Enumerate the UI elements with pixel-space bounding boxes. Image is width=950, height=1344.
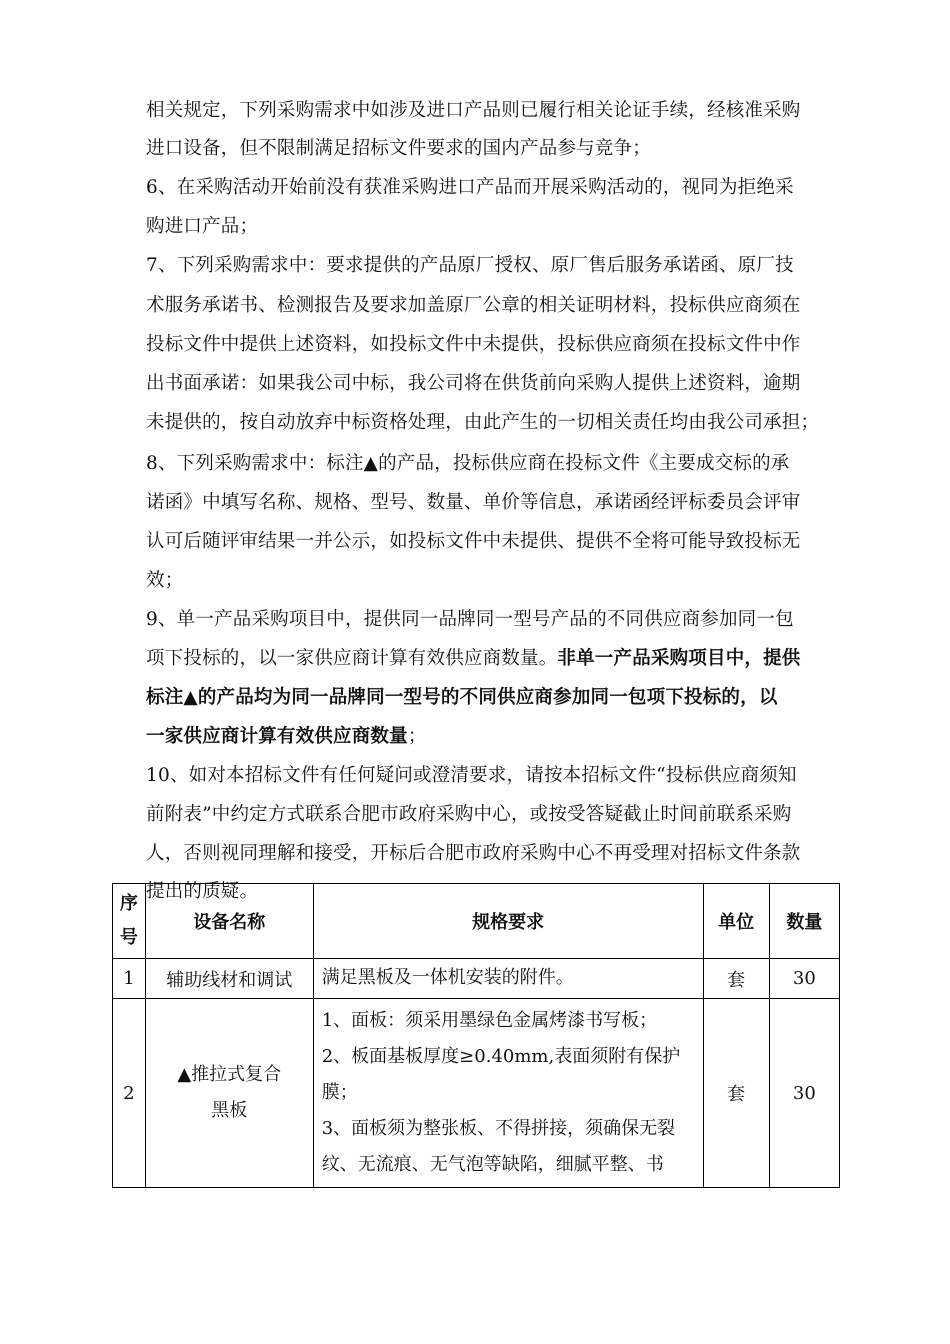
paragraph-line: 未提供的，按自动放弃中标资格处理，由此产生的一切相关责任均由我公司承担；: [146, 412, 820, 433]
paragraph-line: 认可后随评审结果一并公示，如投标文件中未提供、提供不全将可能导致投标无: [146, 531, 801, 552]
cell-quantity: 30: [769, 999, 839, 1188]
spec-line: 2、板面基板厚度≥0.40mm,表面须附有保护: [321, 1046, 681, 1067]
header-unit: 单位: [703, 884, 769, 959]
spec-line: 1、面板：须采用墨绿色金属烤漆书写板；: [321, 1010, 658, 1031]
header-device-name: 设备名称: [145, 884, 313, 959]
paragraph-line: 8、下列采购需求中：标注▲的产品，投标供应商在投标文件《主要成交标的承: [146, 453, 790, 474]
paragraph-line: 相关规定，下列采购需求中如涉及进口产品则已履行相关论证手续，经核准采购: [146, 100, 801, 121]
header-quantity: 数量: [769, 884, 839, 959]
paragraph-line: 10、如对本招标文件有任何疑问或澄清要求，请按本招标文件“投标供应商须知: [146, 765, 797, 786]
cell-spec: [313, 959, 703, 999]
cell-unit: 套: [703, 999, 769, 1188]
paragraph-line: 进口设备，但不限制满足招标文件要求的国内产品参与竞争；: [146, 138, 651, 159]
paragraph-line: 6、在采购活动开始前没有获准采购进口产品而开展采购活动的，视同为拒绝采: [146, 177, 794, 198]
paragraph-line: 提出的质疑。: [146, 881, 259, 902]
paragraph-text-bold: 一家供应商计算有效供应商数量: [146, 726, 408, 747]
paragraph-text-bold: 非单一产品采购项目中，提供: [557, 648, 801, 669]
paragraph-line: 诺函》中填写名称、规格、型号、数量、单价等信息，承诺函经评标委员会评审: [146, 492, 801, 513]
paragraph-line: 人，否则视同理解和接受，开标后合肥市政府采购中心不再受理对招标文件条款: [146, 843, 801, 864]
paragraph-text-normal: ；: [407, 726, 427, 747]
cell-device-name: 辅助线材和调试: [145, 959, 313, 999]
cell-quantity: 30: [769, 959, 839, 999]
equipment-spec-table: [112, 883, 840, 1188]
paragraph-line: 7、下列采购需求中：要求提供的产品原厂授权、原厂售后服务承诺函、原厂技: [146, 255, 794, 276]
paragraph-line: 出书面承诺：如果我公司中标，我公司将在供货前向采购人提供上述资料，逾期: [146, 373, 801, 394]
table-header-row: [113, 884, 840, 959]
paragraph-line: 效；: [146, 570, 184, 591]
paragraph-line: 术服务承诺书、检测报告及要求加盖原厂公章的相关证明材料，投标供应商须在: [146, 295, 801, 316]
cell-index: 1: [113, 959, 146, 999]
table-row: [113, 959, 840, 999]
paragraph-text-normal: 项下投标的，以一家供应商计算有效供应商数量。: [146, 648, 558, 669]
spec-line: 纹、无流痕、无气泡等缺陷，细腻平整、书: [321, 1154, 664, 1175]
paragraph-line: 购进口产品；: [146, 216, 259, 237]
paragraph-line: 投标文件中提供上述资料，如投标文件中未提供，投标供应商须在投标文件中作: [146, 334, 801, 355]
cell-device-name: ▲推拉式复合 黑板: [145, 999, 313, 1188]
header-index: 序 号: [113, 884, 146, 959]
spec-line: 膜；: [321, 1082, 358, 1103]
cell-unit: 套: [703, 959, 769, 999]
cell-index: 2: [113, 999, 146, 1188]
paragraph-line-mixed: [146, 725, 427, 749]
table-row: [113, 999, 840, 1188]
paragraph-line-mixed: [146, 647, 801, 671]
spec-line: 满足黑板及一体机安装的附件。: [321, 967, 574, 988]
spec-line: 3、面板须为整张板、不得拼接，须确保无裂: [321, 1118, 676, 1139]
cell-spec: [313, 999, 703, 1188]
paragraph-line-bold: 标注▲的产品均为同一品牌同一型号的不同供应商参加同一包项下投标的，以: [146, 687, 778, 708]
header-spec: 规格要求: [313, 884, 703, 959]
paragraph-line: 前附表”中约定方式联系合肥市政府采购中心，或按受答疑截止时间前联系采购: [146, 804, 792, 825]
paragraph-line: 9、单一产品采购项目中，提供同一品牌同一型号产品的不同供应商参加同一包: [146, 609, 794, 630]
